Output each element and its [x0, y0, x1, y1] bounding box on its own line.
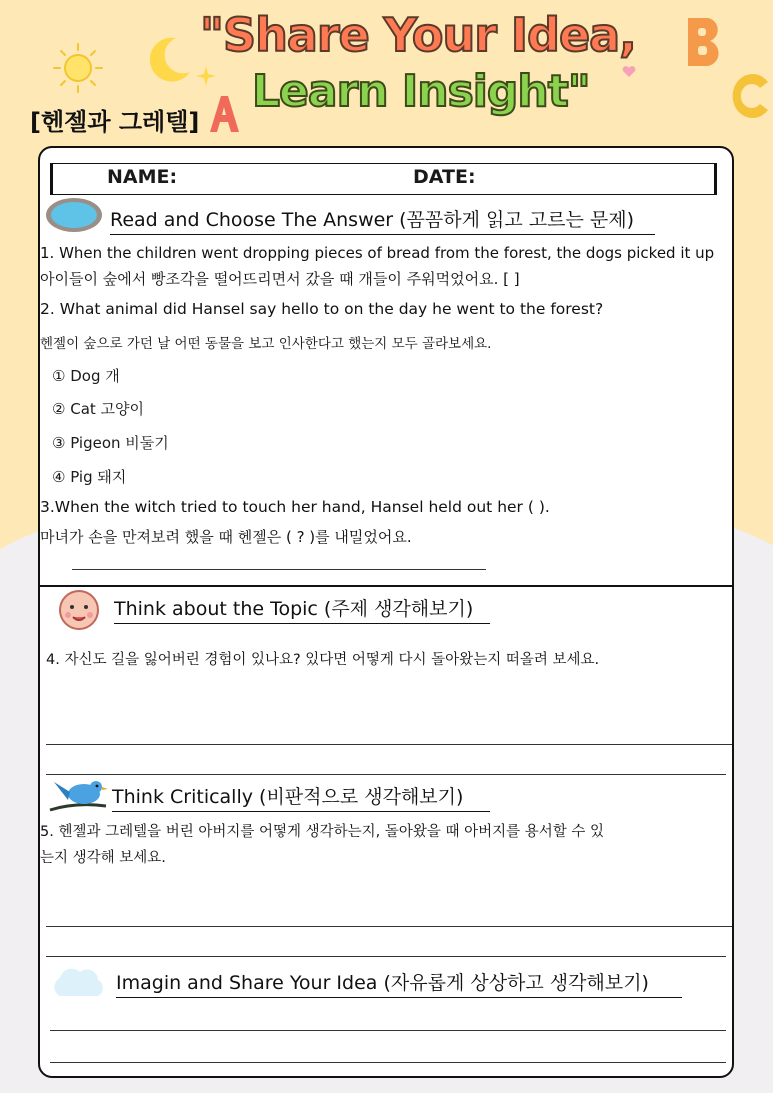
section3-heading-text: Think Critically (비판적으로 생각해보기) [112, 786, 464, 808]
section1-heading [110, 205, 634, 232]
option-dog[interactable]: ① Dog 개 [52, 367, 120, 385]
section3-heading [112, 782, 463, 809]
moon-icon [140, 32, 196, 88]
answer-line-6a[interactable] [50, 1030, 726, 1031]
option-cat[interactable]: ② Cat 고양이 [52, 400, 145, 418]
question-2-en: 2. What animal did Hansel say hello to on the day he went to the forest? [40, 300, 604, 318]
bluebird-icon [46, 776, 110, 816]
answer-line-5b[interactable] [46, 956, 726, 957]
answer-line-4b[interactable] [46, 774, 726, 775]
section-divider [38, 585, 734, 587]
story-title: [헨젤과 그레텔] [30, 108, 200, 136]
section4-heading-text: Imagin and Share Your Idea (자유롭게 상상하고 생각해보기) [116, 972, 649, 994]
letter-a-icon [206, 92, 242, 134]
baby-face-icon [56, 588, 102, 632]
section2-heading [114, 594, 473, 621]
sun-icon [50, 40, 106, 96]
name-label: NAME: [107, 166, 178, 188]
section1-heading-underline [110, 234, 655, 236]
question-5-line2: 는지 생각해 보세요. [40, 850, 166, 866]
option-pig[interactable]: ④ Pig 돼지 [52, 468, 127, 486]
sparkle-icon [196, 66, 216, 86]
letter-c-icon [728, 68, 773, 124]
question-5-line1: 5. 헨젤과 그레텔을 버린 아버지를 어떻게 생각하는지, 돌아왔을 때 아버지를 용서할 수 있 [40, 824, 604, 840]
title-line-1: "Share Your Idea, [200, 8, 636, 62]
answer-line-6b[interactable] [50, 1062, 726, 1063]
section2-heading-text: Think about the Topic (주제 생각해보기) [114, 598, 474, 620]
answer-line-5a[interactable] [46, 926, 732, 927]
answer-line-3[interactable] [72, 569, 486, 570]
question-3-en: 3.When the witch tried to touch her hand, Hansel held out her ( ). [40, 498, 550, 516]
section3-heading-underline [112, 811, 490, 813]
option-pigeon[interactable]: ③ Pigeon 비둘기 [52, 434, 169, 452]
section4-heading-underline [116, 997, 682, 999]
pond-icon [44, 196, 104, 234]
question-3-ko: 마녀가 손을 만져보려 했을 때 헨젤은 ( ? )를 내밀었어요. [40, 528, 412, 546]
question-1-ko: 아이들이 숲에서 빵조각을 떨어뜨리면서 갔을 때 개들이 주워먹었어요. [ ] [40, 270, 520, 288]
cloud-icon [48, 962, 108, 1002]
name-date-bar [50, 163, 717, 195]
answer-line-4a[interactable] [46, 744, 732, 745]
question-1-en: 1. When the children went dropping pieces of bread from the forest, the dogs picked it up [40, 244, 715, 262]
question-2-ko: 헨젤이 숲으로 가던 날 어떤 동물을 보고 인사한다고 했는지 모두 골라보세요. [40, 336, 492, 352]
section4-heading [116, 968, 649, 995]
title-line-2: Learn Insight" [252, 66, 590, 117]
section1-heading-text: Read and Choose The Answer (꼼꼼하게 읽고 고르는 문제) [110, 209, 634, 231]
letter-b-icon [680, 14, 730, 70]
section2-heading-underline [114, 623, 490, 625]
date-label: DATE: [413, 166, 476, 188]
question-4: 4. 자신도 길을 잃어버린 경험이 있나요? 있다면 어떻게 다시 돌아왔는지 떠올려 보세요. [46, 652, 600, 668]
